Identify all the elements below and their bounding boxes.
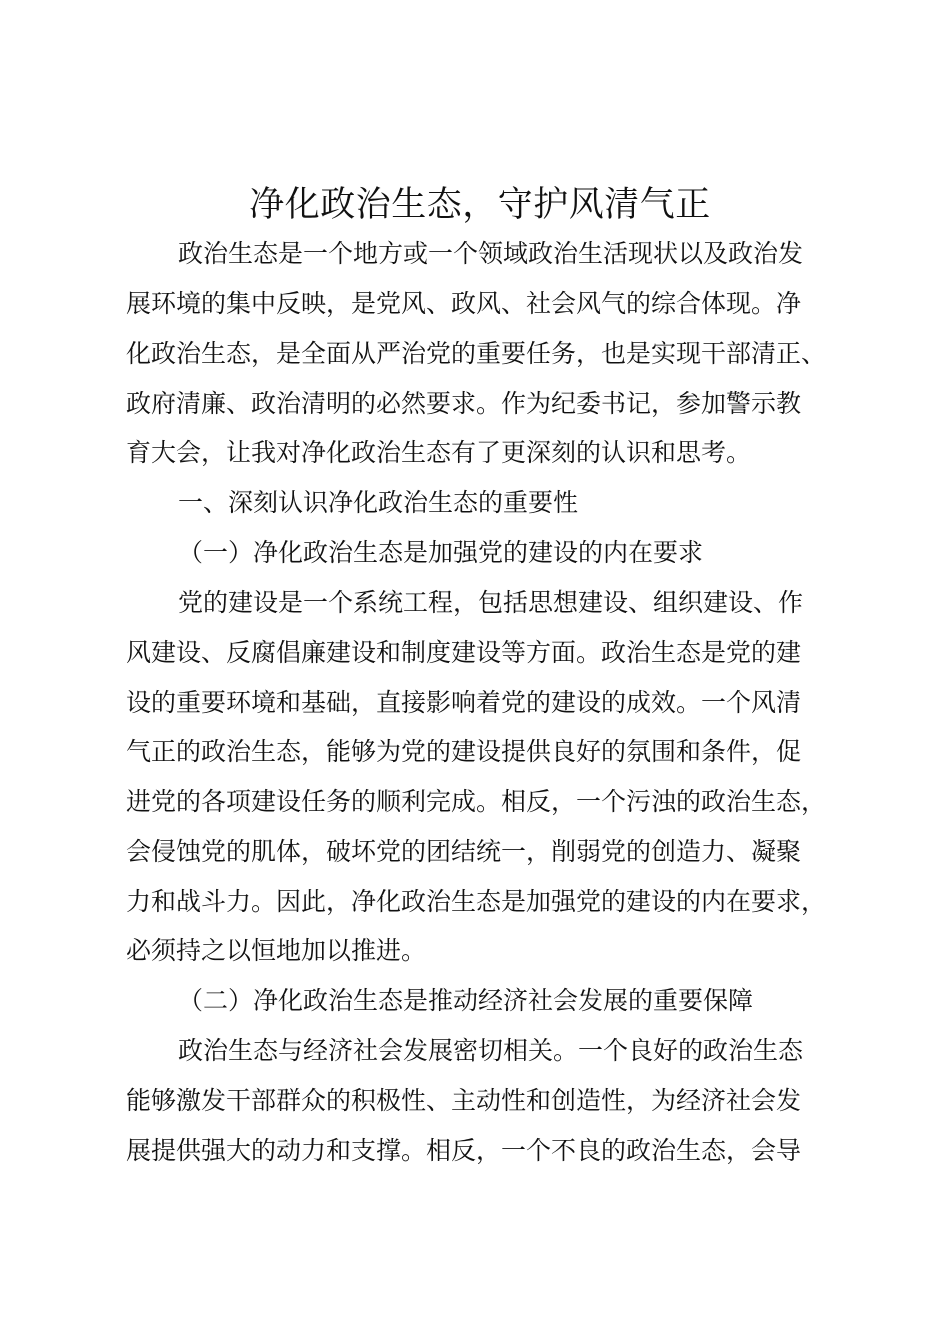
text-line: 党的建设是一个系统工程，包括思想建设、组织建设、作 xyxy=(178,588,804,617)
text-line: 政治生态是一个地方或一个领域政治生活现状以及政治发 xyxy=(178,239,804,268)
text-line: 政府清廉、政治清明的必然要求。作为纪委书记，参加警示教 xyxy=(126,389,802,418)
text-line: 气正的政治生态，能够为党的建设提供良好的氛围和条件，促 xyxy=(126,737,802,766)
text-line: 力和战斗力。因此，净化政治生态是加强党的建设的内在要求， xyxy=(126,887,827,916)
text-line: 会侵蚀党的肌体，破坏党的团结统一，削弱党的创造力、凝聚 xyxy=(126,837,802,866)
text-line: 风建设、反腐倡廉建设和制度建设等方面。政治生态是党的建 xyxy=(126,638,802,667)
text-line: 展环境的集中反映，是党风、政风、社会风气的综合体现。净 xyxy=(126,289,802,318)
subsection-heading: （二）净化政治生态是推动经济社会发展的重要保障 xyxy=(178,986,754,1015)
text-line: 设的重要环境和基础，直接影响着党的建设的成效。一个风清 xyxy=(126,688,802,717)
text-line: 进党的各项建设任务的顺利完成。相反，一个污浊的政治生态， xyxy=(126,787,827,816)
section-heading: 一、深刻认识净化政治生态的重要性 xyxy=(178,488,579,517)
subsection-heading: （一）净化政治生态是加强党的建设的内在要求 xyxy=(178,538,704,567)
text-line: 展提供强大的动力和支撑。相反，一个不良的政治生态，会导 xyxy=(126,1136,802,1165)
document-title: 净化政治生态，守护风清气正 xyxy=(249,185,711,225)
text-line: 能够激发干部群众的积极性、主动性和创造性，为经济社会发 xyxy=(126,1086,802,1115)
text-line: 化政治生态，是全面从严治党的重要任务，也是实现干部清正、 xyxy=(126,339,827,368)
text-line: 育大会，让我对净化政治生态有了更深刻的认识和思考。 xyxy=(126,438,752,467)
text-line: 必须持之以恒地加以推进。 xyxy=(126,936,427,965)
text-line: 政治生态与经济社会发展密切相关。一个良好的政治生态 xyxy=(178,1036,804,1065)
